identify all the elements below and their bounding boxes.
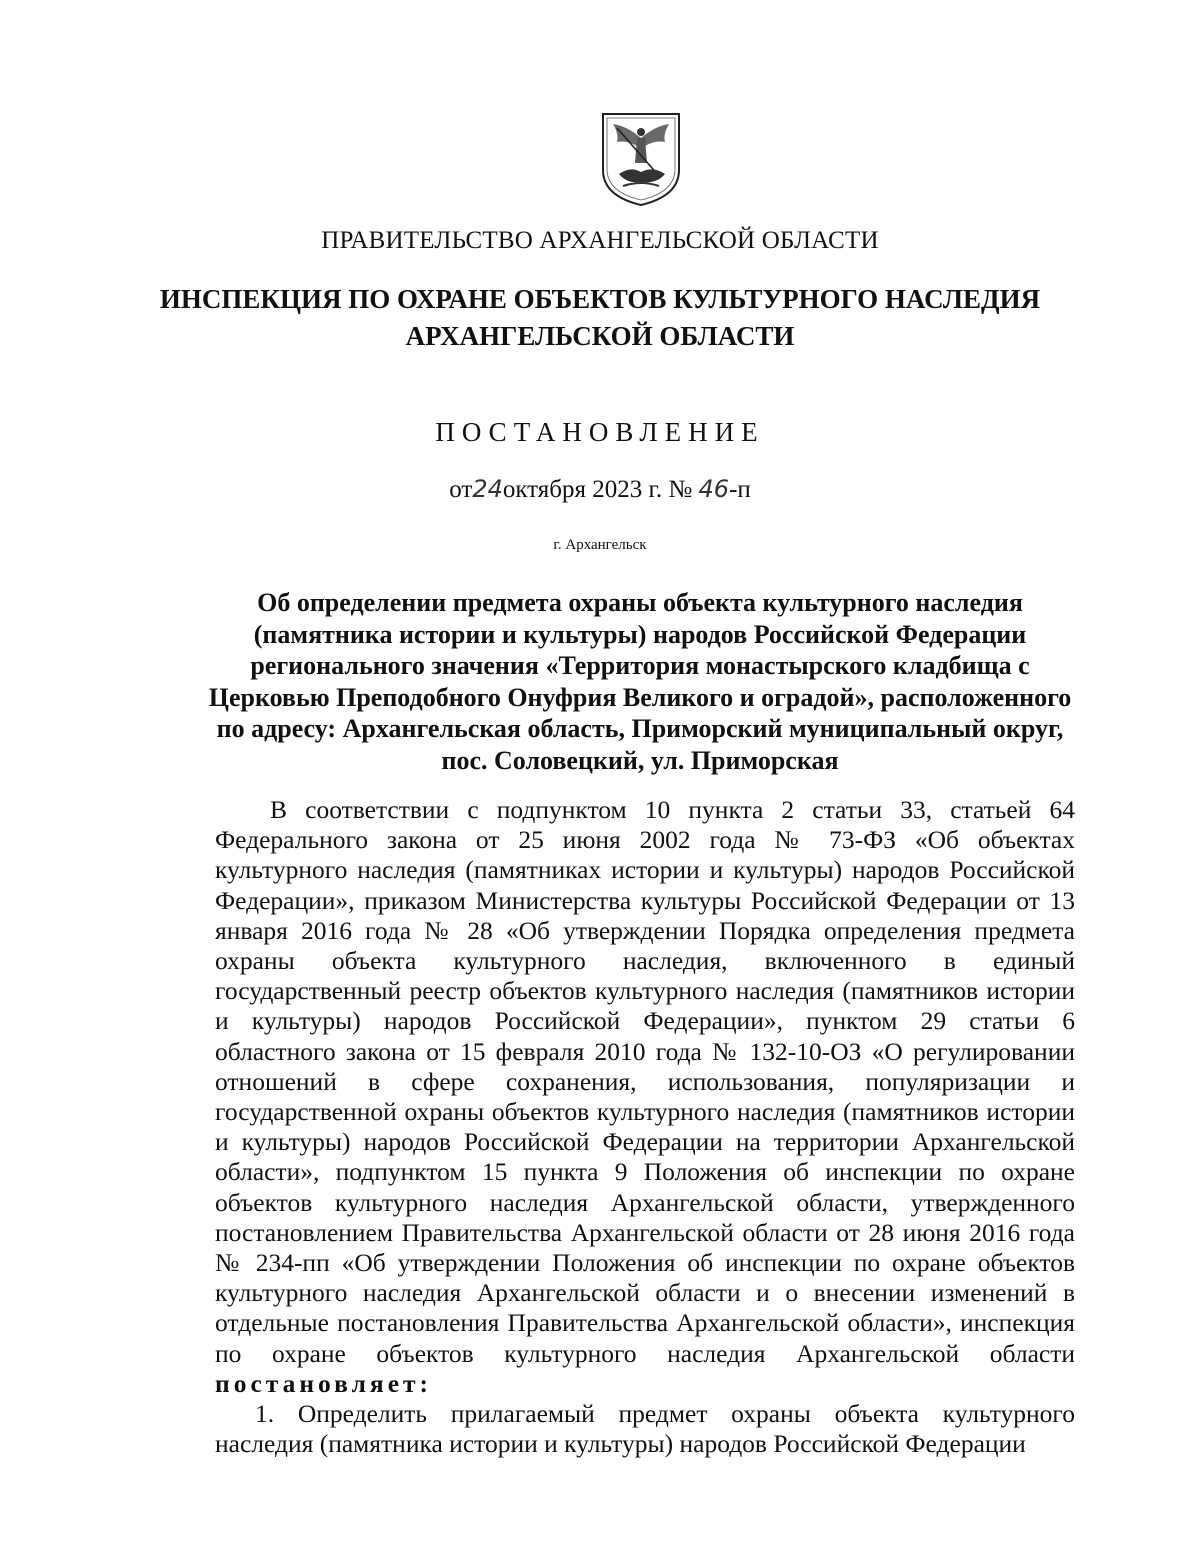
coat-of-arms-emblem <box>597 108 685 208</box>
date-line <box>0 475 1200 504</box>
inspection-title <box>0 281 1200 355</box>
document-body <box>215 795 1075 1459</box>
date-rest: октября 2023 г. № <box>502 476 693 503</box>
resolves-word: постановляет: <box>215 1368 433 1398</box>
inspection-title-line1: ИНСПЕКЦИЯ ПО ОХРАНЕ ОБЪЕКТОВ КУЛЬТУРНОГО НАСЛЕДИЯ <box>159 284 1041 314</box>
subject-line: (памятника истории и культуры) народов Российской Федерации <box>253 619 1027 649</box>
subject-line: Об определении предмета охраны объекта культурного наследия <box>257 588 1023 617</box>
date-day-handwritten: 24 <box>472 475 503 503</box>
document-type: ПОСТАНОВЛЕНИЕ <box>435 417 765 447</box>
government-title: ПРАВИТЕЛЬСТВО АРХАНГЕЛЬСКОЙ ОБЛАСТИ <box>321 227 879 254</box>
document-suffix: -п <box>729 476 751 503</box>
inspection-title-line2: АРХАНГЕЛЬСКОЙ ОБЛАСТИ <box>405 321 795 351</box>
document-number-handwritten: 46 <box>698 475 730 503</box>
date-prefix: от <box>449 476 473 503</box>
city-label: г. Архангельск <box>553 537 647 553</box>
preamble-text: В соответствии с подпунктом 10 пункта 2 статьи 33, статьей 64 Федерального закона от 25 июня 2002 года № 73-ФЗ «Об объектах культурного наследия (памятниках истории и культуры) народов Российской Федерации», приказом Министерства культуры Российской Федерации от 13 января 2016 года № 28 «Об утверждении Порядка определения предмета охраны объекта культурного наследия, включенного в единый государственный реестр объектов культурного наследия (памятников истории и культуры) народов Российской Федерации», пунктом 29 статьи 6 областного закона от 15 февраля 2010 года № 132-10-ОЗ «О регулировании отношений в сфере сохранения, использования, популяризации и государственной охраны объектов культурного наследия (памятников истории и культуры) народов Российской Федерации на территории Архангельской области», подпунктом 15 пункта 9 Положения об инспекции по охране объектов культурного наследия Архангельской области, утвержденного постановлением Правительства Архангельской области от 28 июня 2016 года № 234-пп «Об утверждении Положения об инспекции по охране объектов культурного наследия Архангельской области и о внесении изменений в отдельные постановления Правительства Архангельской области», инспекция по охране объектов культурного наследия Архангельской области <box>215 795 1075 1368</box>
subject-line: по адресу: Архангельская область, Приморский муниципальный округ, <box>216 714 1064 743</box>
subject-line: пос. Соловецкий, ул. Приморская <box>441 745 839 775</box>
subject-line: регионального значения «Территория монастырского кладбища с <box>250 651 1030 680</box>
subject-line: Церковью Преподобного Онуфрия Великого и оградой», расположенного <box>208 682 1072 712</box>
preamble-paragraph <box>215 795 1075 1399</box>
document-subject <box>200 587 1080 776</box>
item-1: 1. Определить прилагаемый предмет охраны объекта культурного наследия (памятника истории и культуры) народов Российской Федерации <box>215 1399 1075 1459</box>
